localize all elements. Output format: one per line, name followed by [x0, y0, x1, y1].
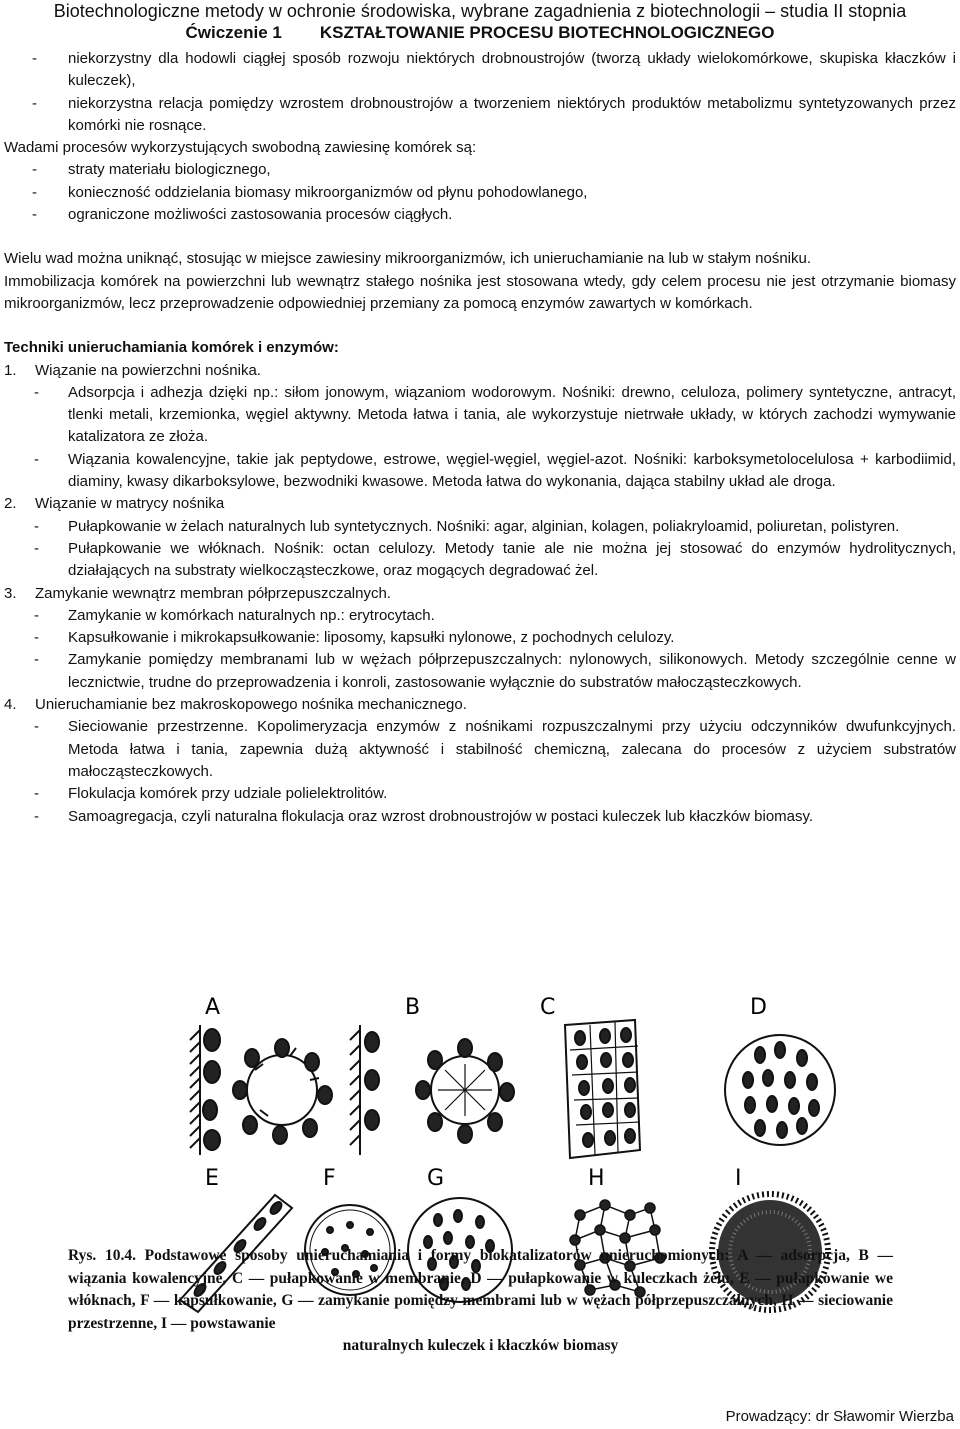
- section-title: Wiązanie w matrycy nośnika: [35, 495, 225, 513]
- list-item: - Wiązania kowalencyjne, takie jak peptydowe, estrowe, węgiel-węgiel, węgiel-azot. Nośniki: karboksymetolocelulosa + karbodiimid, diaminy, kwasy dikarboksylowe, bezwodniki kwasowe. Metoda łatwa do wykonania, dająca stabilny układ ale droga.: [4, 449, 956, 494]
- list-item: - konieczność oddzielania biomasy mikroorganizmów od płynu pohodowlanego,: [4, 182, 956, 204]
- figure-label-d: D: [750, 995, 767, 1020]
- course-title: Biotechnologiczne metody w ochronie środowiska, wybrane zagadnienia z biotechnologii – studia II stopnia: [53, 1, 907, 21]
- page-header: [0, 0, 960, 43]
- instructor-footer: Prowadzący: dr Sławomir Wierzba: [725, 1408, 954, 1425]
- figure-label-a: A: [205, 995, 221, 1020]
- caption-text: Rys. 10.4. Podstawowe sposoby unieruchamiania i formy biokatalizatorów unieruchomionych: A — adsorpcja, B — wiązania kowalencyjne, C — pułapkowanie w membranie, D — pułapkowanie w kuleczkach żelu, E — pułapkowanie we włóknach, F — kapsułkowanie, G — zamykanie pomiędzy membrami lub w wężach półprzepuszczalnych, H — sieciowanie przestrzenne, I — powstawanie: [68, 1247, 893, 1332]
- section-3: [4, 583, 956, 605]
- caption-last-line: naturalnych kuleczek i kłaczków biomasy: [342, 1337, 619, 1354]
- document-body: [4, 48, 956, 828]
- diagram-covalent-binding: [350, 1025, 514, 1155]
- figure-label-c: C: [540, 995, 556, 1020]
- list-item: - Pułapkowanie w żelach naturalnych lub syntetycznych. Nośniki: agar, alginian, kolagen, poliakryloamid, poliuretan, polistyren.: [4, 516, 956, 538]
- figure-label-f: F: [323, 1166, 336, 1191]
- list-item: - Sieciowanie przestrzenne. Kopolimeryzacja enzymów z nośnikami rozpuszczalnymi przy użyciu odczynników dwufunkcyjnych. Metoda łatwa i tania, zapewnia dużą aktywność i stabilność chemiczną, zalecana do procesów z użyciem substratów małocząsteczkowych.: [4, 716, 956, 783]
- immobilization-paragraph-2: Immobilizacja komórek na powierzchni lub wewnątrz stałego nośnika jest stosowana wtedy, gdy celem procesu nie jest otrzymanie biomasy mikroorganizmów, lecz przeprowadzenie odpowiedniej przemiany za pomocą enzymów zawartych w komórkach.: [4, 272, 956, 312]
- list-item: - Flokulacja komórek przy udziale polielektrolitów.: [4, 783, 956, 805]
- list-item: - niekorzystna relacja pomiędzy wzrostem drobnoustrojów a tworzeniem niektórych produktów metabolizmu syntetyzowanych przez komórki nie rosnące.: [4, 93, 956, 138]
- list-item: - Zamykanie w komórkach naturalnych np.: erytrocytach.: [4, 605, 956, 627]
- section-2: [4, 493, 956, 515]
- exercise-number: Ćwiczenie 1: [185, 23, 282, 42]
- list-item: - niekorzystny dla hodowli ciągłej sposób rozwoju niektórych drobnoustrojów (tworzą układy wielokomórkowe, skupiska kłaczków i kuleczek),: [4, 48, 956, 93]
- diagram-membrane-entrapment: [565, 1020, 640, 1158]
- figure-label-h: H: [588, 1166, 605, 1191]
- figure-label-i: I: [735, 1166, 742, 1191]
- section-number: 2.: [4, 495, 17, 513]
- section-number: 3.: [4, 584, 17, 602]
- list-item: - Zamykanie pomiędzy membranami lub w wężach półprzepuszczalnych: nylonowych, silikonowych. Metody szczególnie cenne w lecznictwie, trudne do przeprowadzenia i konroli, zastosowanie wyłącznie do substratów małocząsteczkowych.: [4, 649, 956, 694]
- free-suspension-intro: Wadami procesów wykorzystujących swobodną zawiesinę komórek są:: [4, 139, 477, 157]
- section-title: Unieruchamianie bez makroskopowego nośnika mechanicznego.: [35, 696, 467, 714]
- exercise-title: KSZTAŁTOWANIE PROCESU BIOTECHNOLOGICZNEGO: [319, 23, 775, 42]
- list-item: - straty materiału biologicznego,: [4, 159, 956, 181]
- exercise-heading: [0, 22, 960, 43]
- figure-caption: [68, 1245, 893, 1358]
- section-title: Wiązanie na powierzchni nośnika.: [35, 361, 261, 379]
- list-item: - Samoagregacja, czyli naturalna flokulacja oraz wzrost drobnoustrojów w postaci kuleczek lub kłaczków biomasy.: [4, 806, 956, 828]
- section-1: [4, 360, 956, 382]
- section-4: [4, 694, 956, 716]
- list-item: - Kapsułkowanie i mikrokapsułkowanie: liposomy, kapsułki nylonowe, z pochodnych celulozy.: [4, 627, 956, 649]
- figure-label-g: G: [427, 1166, 445, 1191]
- section-number: 1.: [4, 361, 17, 379]
- diagram-adsorption: [190, 1025, 332, 1155]
- figure-label-e: E: [205, 1166, 219, 1191]
- section-title: Zamykanie wewnątrz membran półprzepuszczalnych.: [35, 584, 391, 602]
- list-item: - Pułapkowanie we włóknach. Nośnik: octan celulozy. Metody tanie ale nie można jej stosować do enzymów hydrolitycznych, działających na substraty wielkocząsteczkowe, oraz mogących degradować żel.: [4, 538, 956, 583]
- list-item: - Adsorpcja i adhezja dzięki np.: siłom jonowym, wiązaniom wodorowym. Nośniki: drewno, celuloza, polimery syntetyczne, antracyt, tlenki metali, krzemionka, węgiel aktywny. Metoda łatwa i tania, ale wykorzystuje nietrwałe układy, w których zachodzi wymywanie katalizatora ze złoża.: [4, 382, 956, 449]
- techniques-heading: Techniki unieruchamiania komórek i enzymów:: [4, 339, 339, 357]
- diagram-gel-bead: [725, 1035, 835, 1145]
- immobilization-paragraph-1: Wielu wad można uniknąć, stosując w miejsce zawiesiny mikroorganizmów, ich unieruchamianie na lub w stałym nośniku.: [4, 250, 812, 268]
- figure-label-b: B: [405, 995, 421, 1020]
- list-item: - ograniczone możliwości zastosowania procesów ciągłych.: [4, 204, 956, 226]
- section-number: 4.: [4, 696, 17, 714]
